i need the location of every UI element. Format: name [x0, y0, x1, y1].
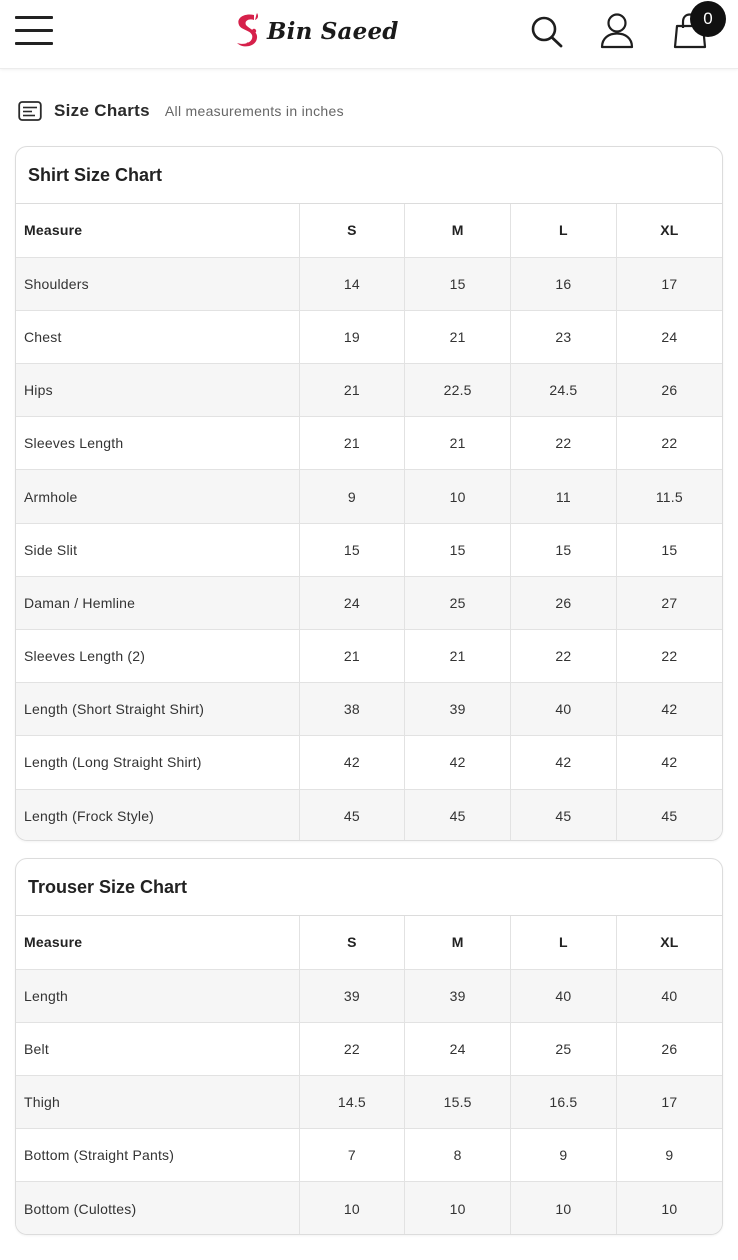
size-value-cell: 24.5 — [511, 364, 617, 417]
table-row — [16, 736, 722, 789]
table-header-row — [16, 204, 722, 257]
size-value-cell: 39 — [405, 683, 511, 736]
table-header-row — [16, 916, 722, 969]
table-row — [16, 683, 722, 736]
table-row — [16, 523, 722, 576]
size-value-cell: 15 — [616, 523, 722, 576]
measure-label: Length — [16, 969, 299, 1022]
table-row — [16, 470, 722, 523]
table-row — [16, 576, 722, 629]
measure-label: Bottom (Straight Pants) — [16, 1129, 299, 1182]
trouser-size-table — [16, 916, 722, 1235]
size-value-cell: 21 — [405, 417, 511, 470]
size-value-cell: 23 — [511, 310, 617, 363]
table-row — [16, 1022, 722, 1075]
size-value-cell: 9 — [511, 1129, 617, 1182]
size-value-cell: 27 — [616, 576, 722, 629]
size-value-cell: 22 — [299, 1022, 405, 1075]
size-value-cell: 21 — [405, 310, 511, 363]
table-row — [16, 969, 722, 1022]
size-value-cell: 22 — [616, 630, 722, 683]
size-value-cell: 42 — [616, 683, 722, 736]
size-value-cell: 21 — [299, 630, 405, 683]
size-value-cell: 39 — [405, 969, 511, 1022]
table-row — [16, 417, 722, 470]
column-header: XL — [616, 916, 722, 969]
size-value-cell: 7 — [299, 1129, 405, 1182]
size-value-cell: 40 — [511, 969, 617, 1022]
measure-label: Hips — [16, 364, 299, 417]
measure-label: Length (Frock Style) — [16, 789, 299, 841]
shirt-size-chart-card — [15, 146, 723, 841]
size-value-cell: 42 — [511, 736, 617, 789]
top-header — [0, 0, 738, 69]
measure-label: Bottom (Culottes) — [16, 1182, 299, 1235]
size-value-cell: 24 — [405, 1022, 511, 1075]
measure-label: Length (Long Straight Shirt) — [16, 736, 299, 789]
size-value-cell: 11 — [511, 470, 617, 523]
table-row — [16, 257, 722, 310]
size-value-cell: 40 — [616, 969, 722, 1022]
size-value-cell: 22.5 — [405, 364, 511, 417]
size-value-cell: 17 — [616, 257, 722, 310]
column-header: S — [299, 204, 405, 257]
size-value-cell: 26 — [616, 1022, 722, 1075]
size-value-cell: 16.5 — [511, 1076, 617, 1129]
table-row — [16, 630, 722, 683]
brand-name: Bin Saeed — [267, 17, 399, 45]
size-value-cell: 38 — [299, 683, 405, 736]
size-value-cell: 8 — [405, 1129, 511, 1182]
size-value-cell: 45 — [405, 789, 511, 841]
column-header: L — [511, 916, 617, 969]
hamburger-menu-icon[interactable] — [15, 15, 53, 47]
size-value-cell: 42 — [299, 736, 405, 789]
trouser-size-chart-card — [15, 858, 723, 1235]
size-value-cell: 17 — [616, 1076, 722, 1129]
table-row — [16, 310, 722, 363]
size-charts-heading — [18, 98, 344, 124]
column-header: S — [299, 916, 405, 969]
table-row — [16, 789, 722, 841]
size-value-cell: 45 — [616, 789, 722, 841]
size-value-cell: 10 — [405, 470, 511, 523]
size-value-cell: 22 — [511, 630, 617, 683]
size-value-cell: 15 — [511, 523, 617, 576]
size-value-cell: 26 — [616, 364, 722, 417]
size-value-cell: 22 — [616, 417, 722, 470]
size-value-cell: 16 — [511, 257, 617, 310]
size-value-cell: 45 — [299, 789, 405, 841]
size-value-cell: 22 — [511, 417, 617, 470]
size-value-cell: 19 — [299, 310, 405, 363]
size-value-cell: 25 — [511, 1022, 617, 1075]
size-value-cell: 10 — [511, 1182, 617, 1235]
size-value-cell: 10 — [405, 1182, 511, 1235]
size-value-cell: 42 — [405, 736, 511, 789]
size-value-cell: 15.5 — [405, 1076, 511, 1129]
size-value-cell: 10 — [616, 1182, 722, 1235]
size-value-cell: 14.5 — [299, 1076, 405, 1129]
size-value-cell: 15 — [299, 523, 405, 576]
measure-label: Length (Short Straight Shirt) — [16, 683, 299, 736]
size-value-cell: 15 — [405, 257, 511, 310]
size-value-cell: 21 — [405, 630, 511, 683]
measure-label: Side Slit — [16, 523, 299, 576]
size-value-cell: 42 — [616, 736, 722, 789]
search-icon[interactable] — [529, 12, 565, 50]
size-value-cell: 21 — [299, 364, 405, 417]
section-title: Size Charts — [54, 101, 150, 120]
size-value-cell: 11.5 — [616, 470, 722, 523]
size-value-cell: 45 — [511, 789, 617, 841]
measure-label: Shoulders — [16, 257, 299, 310]
column-header: Measure — [16, 204, 299, 257]
column-header: M — [405, 916, 511, 969]
size-value-cell: 10 — [299, 1182, 405, 1235]
column-header: M — [405, 204, 511, 257]
section-note: All measurements in inches — [164, 103, 344, 119]
cart-count-badge[interactable]: 0 — [690, 1, 726, 37]
measure-label: Chest — [16, 310, 299, 363]
size-value-cell: 24 — [299, 576, 405, 629]
table-row — [16, 364, 722, 417]
table-row — [16, 1129, 722, 1182]
measure-label: Belt — [16, 1022, 299, 1075]
user-icon[interactable] — [599, 12, 635, 50]
size-value-cell: 15 — [405, 523, 511, 576]
column-header: Measure — [16, 916, 299, 969]
brand-logo[interactable] — [230, 10, 399, 52]
size-value-cell: 9 — [616, 1129, 722, 1182]
shirt-size-table — [16, 204, 722, 841]
size-value-cell: 14 — [299, 257, 405, 310]
trouser-chart-title: Trouser Size Chart — [16, 859, 722, 916]
size-value-cell: 25 — [405, 576, 511, 629]
size-value-cell: 24 — [616, 310, 722, 363]
table-row — [16, 1076, 722, 1129]
column-header: L — [511, 204, 617, 257]
size-value-cell: 9 — [299, 470, 405, 523]
shirt-chart-title: Shirt Size Chart — [16, 147, 722, 204]
size-value-cell: 40 — [511, 683, 617, 736]
measure-label: Sleeves Length (2) — [16, 630, 299, 683]
size-chart-icon — [18, 100, 42, 122]
brand-logo-mark-icon — [230, 11, 264, 51]
size-value-cell: 26 — [511, 576, 617, 629]
measure-label: Thigh — [16, 1076, 299, 1129]
table-row — [16, 1182, 722, 1235]
measure-label: Sleeves Length — [16, 417, 299, 470]
size-value-cell: 21 — [299, 417, 405, 470]
column-header: XL — [616, 204, 722, 257]
measure-label: Daman / Hemline — [16, 576, 299, 629]
size-value-cell: 39 — [299, 969, 405, 1022]
measure-label: Armhole — [16, 470, 299, 523]
